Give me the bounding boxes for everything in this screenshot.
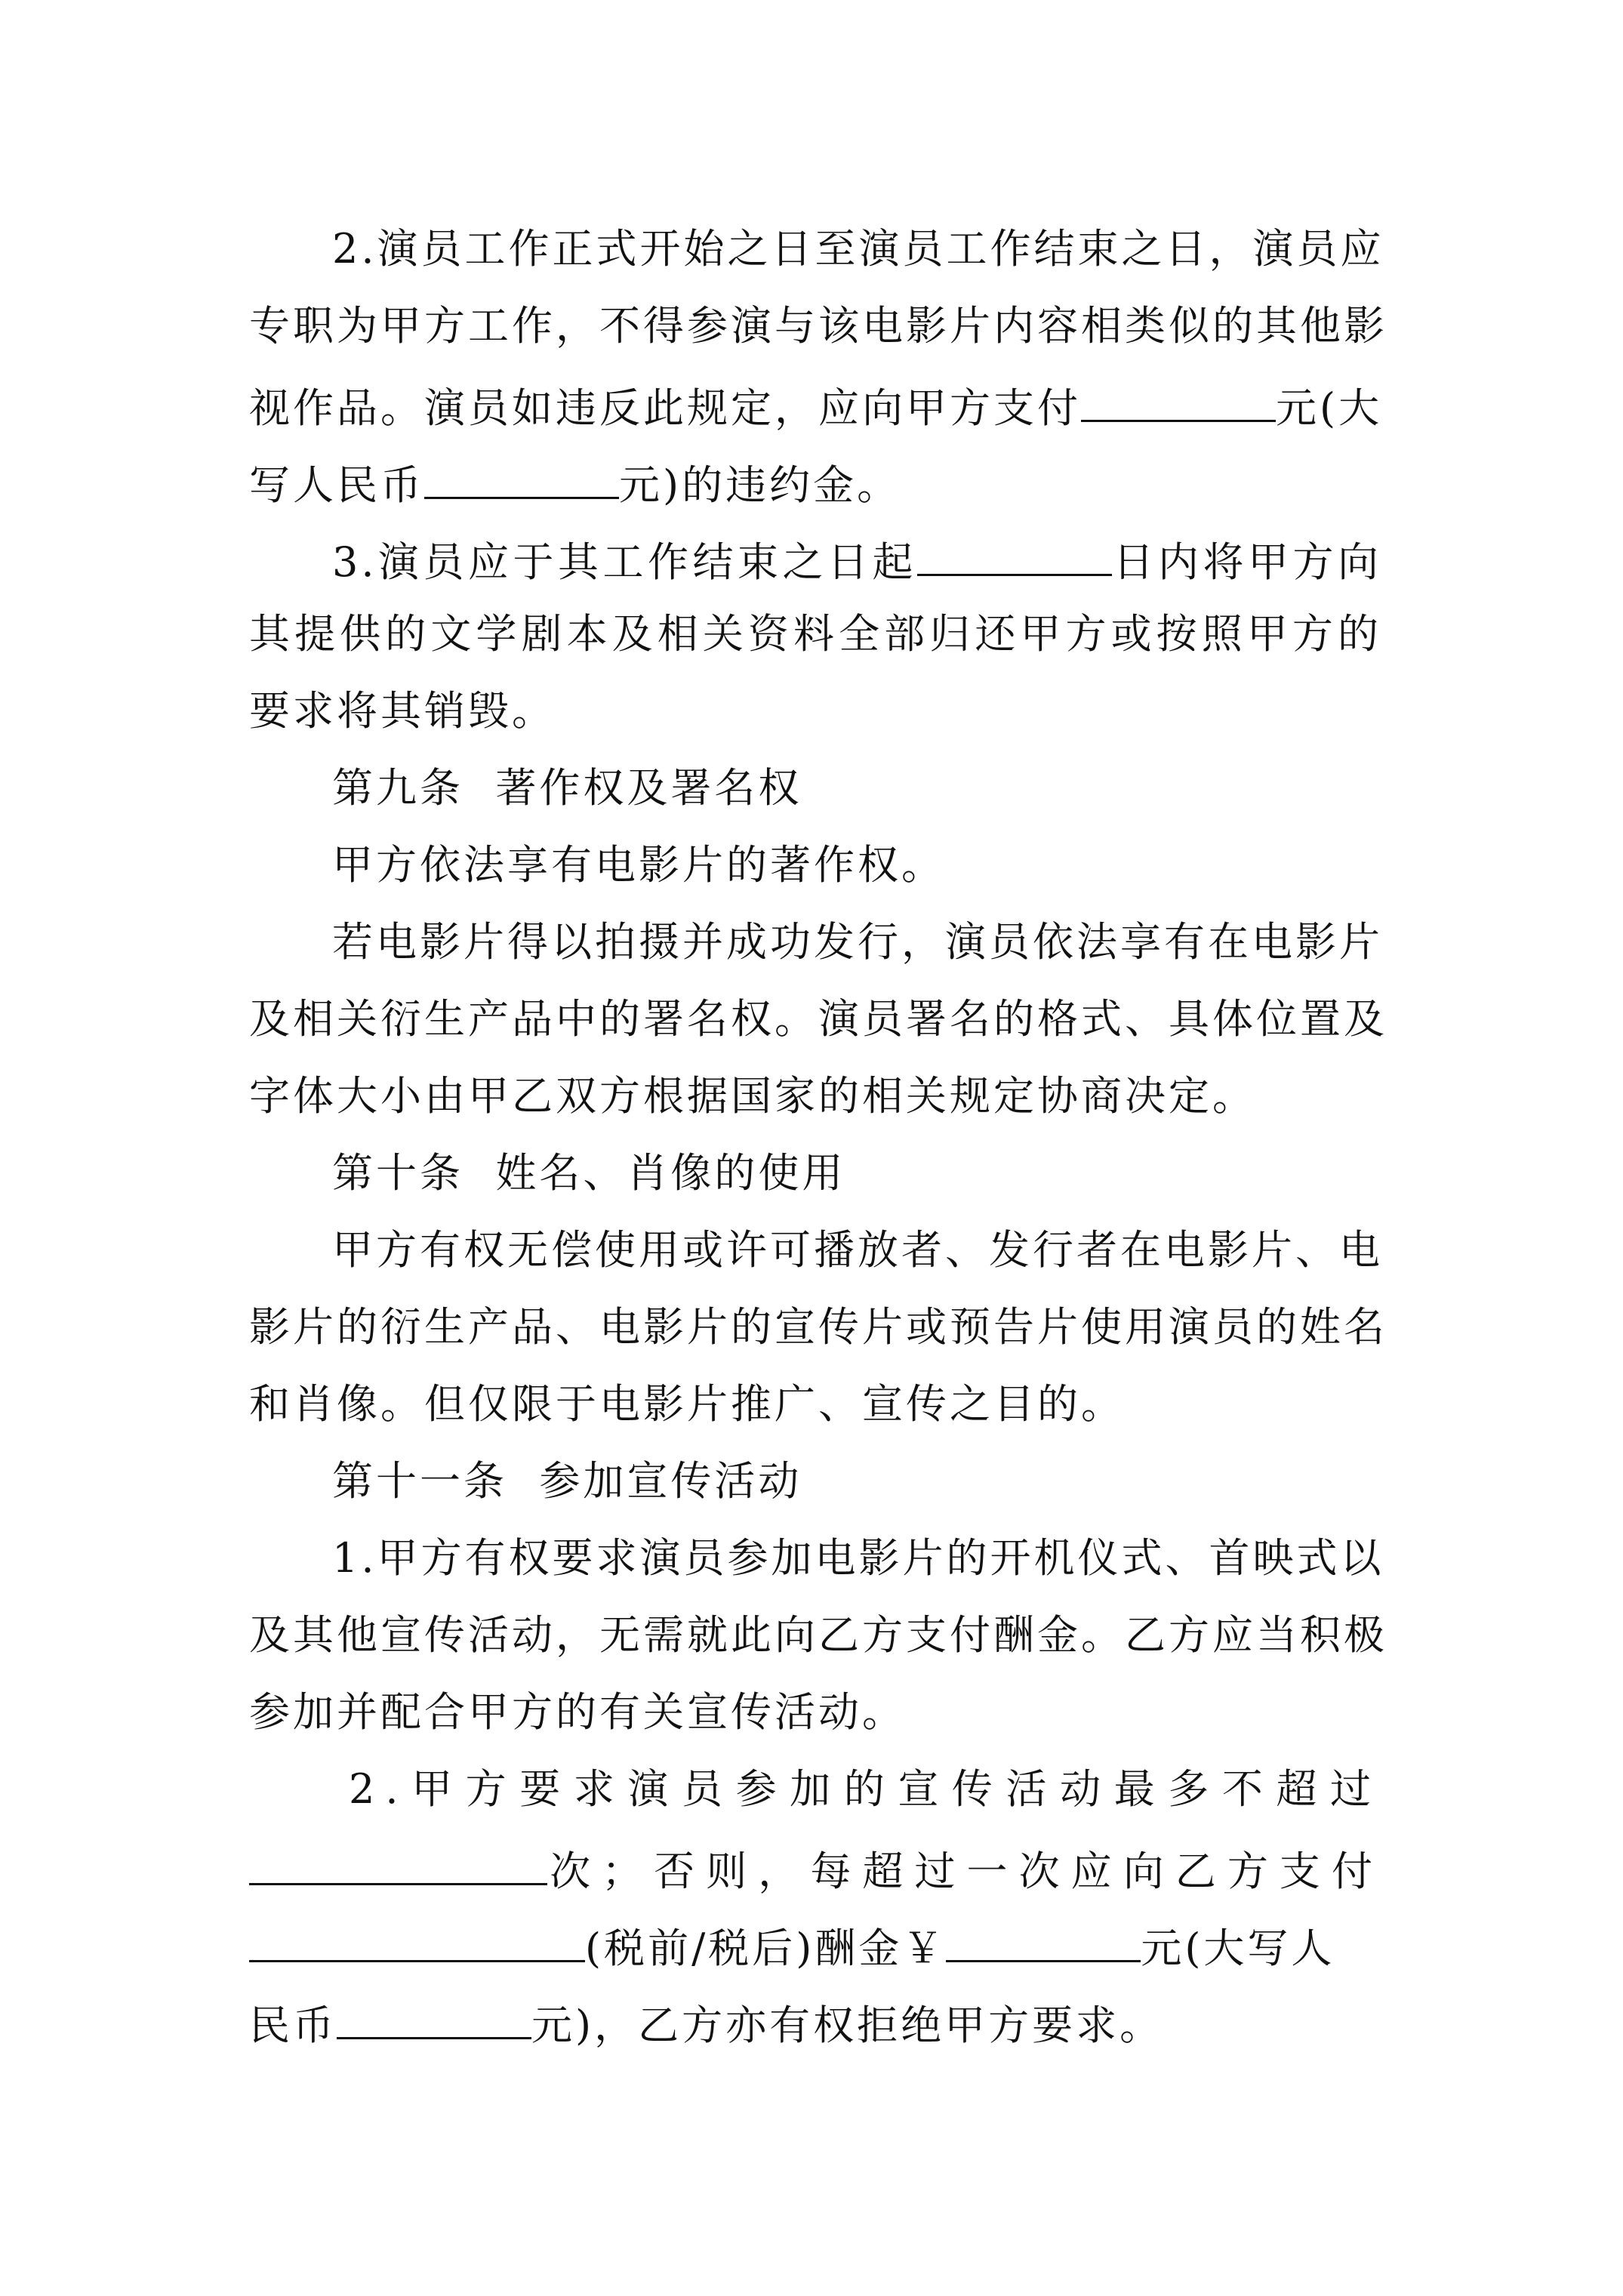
clause10-line1 — [332, 1226, 1381, 1274]
fill-blank — [249, 1842, 547, 1885]
text-span: 1.甲方有权要求演员参加电影片的开机仪式、首映式以 — [332, 1534, 1384, 1582]
clause9-para2-line1 — [332, 918, 1381, 966]
text-span: 2.演员工作正式开始之日至演员工作结束之日，演员应 — [332, 225, 1384, 273]
text-span: 次；否则，每超过一次应向乙方支付 — [547, 1848, 1381, 1895]
clause11-item1-line2 — [249, 1611, 1387, 1660]
clause10-heading — [332, 1149, 1381, 1197]
text-span: 日内将甲方向 — [1112, 538, 1381, 586]
text-span: 元(大 — [1276, 384, 1383, 432]
text-span: 第十一条 参加宣传活动 — [332, 1457, 802, 1505]
fill-blank — [917, 533, 1112, 576]
text-span: 第十条 姓名、肖像的使用 — [332, 1149, 846, 1197]
clause10-line2 — [249, 1303, 1387, 1351]
text-span: 甲方有权无偿使用或许可播放者、发行者在电影片、电 — [332, 1226, 1383, 1274]
fill-blank — [337, 1996, 531, 2039]
fill-blank — [946, 1919, 1141, 1962]
clause8-item2-line1 — [332, 225, 1384, 273]
clause10-line3 — [249, 1380, 1381, 1428]
clause8-item2-line2 — [249, 302, 1387, 350]
text-span: (税前/税后)酬金￥ — [585, 1925, 947, 1972]
text-span: 及其他宣传活动，无需就此向乙方支付酬金。乙方应当积极 — [249, 1611, 1387, 1659]
text-span: 视作品。演员如违反此规定，应向甲方支付 — [249, 384, 1081, 432]
clause11-item2-line3 — [249, 1919, 1381, 1972]
clause11-item1-line1 — [332, 1534, 1384, 1583]
text-span: 写人民币 — [249, 461, 424, 509]
clause8-item3-line1 — [332, 533, 1381, 586]
text-span: 影片的衍生产品、电影片的宣传片或预告片使用演员的姓名 — [249, 1303, 1387, 1351]
clause11-item2-line4 — [249, 1996, 1381, 2049]
text-span: 和肖像。但仅限于电影片推广、宣传之目的。 — [249, 1380, 1125, 1428]
clause11-item2-line2 — [249, 1842, 1381, 1895]
text-span: 元(大写人 — [1141, 1925, 1335, 1972]
text-span: 及相关衍生产品中的署名权。演员署名的格式、具体位置及 — [249, 995, 1387, 1043]
clause8-item3-line3 — [249, 687, 1381, 735]
fill-blank — [1081, 379, 1276, 422]
text-span: 3.演员应于其工作结束之日起 — [332, 538, 917, 586]
clause11-item2-line1 — [349, 1765, 1381, 1814]
clause8-item2-line4 — [249, 456, 1381, 509]
clause11-item1-line3 — [249, 1688, 1381, 1737]
clause11-heading — [332, 1457, 1381, 1505]
fill-blank — [424, 456, 619, 499]
clause8-item3-line2 — [249, 610, 1381, 658]
text-span: 其提供的文学剧本及相关资料全部归还甲方或按照甲方的 — [249, 610, 1381, 658]
text-span: 参加并配合甲方的有关宣传活动。 — [249, 1688, 906, 1736]
text-span: 甲方依法享有电影片的著作权。 — [332, 841, 945, 889]
fill-blank — [249, 1919, 585, 1962]
text-span: 若电影片得以拍摄并成功发行，演员依法享有在电影片 — [332, 918, 1383, 966]
clause9-para2-line2 — [249, 995, 1387, 1043]
text-span: 字体大小由甲乙双方根据国家的相关规定协商决定。 — [249, 1072, 1256, 1120]
text-span: 民币 — [249, 2002, 337, 2049]
clause9-para1 — [332, 841, 1381, 889]
clause9-para2-line3 — [249, 1072, 1381, 1120]
text-span: 要求将其销毁。 — [249, 687, 556, 735]
clause9-heading — [332, 764, 1381, 812]
text-span: 2.甲方要求演员参加的宣传活动最多不超过 — [349, 1765, 1381, 1813]
text-span: 元)的违约金。 — [619, 461, 901, 509]
text-span: 专职为甲方工作，不得参演与该电影片内容相类似的其他影 — [249, 302, 1387, 350]
text-span: 元)，乙方亦有权拒绝甲方要求。 — [531, 2002, 1164, 2049]
clause8-item2-line3 — [249, 379, 1383, 432]
text-span: 第九条 著作权及署名权 — [332, 764, 802, 812]
